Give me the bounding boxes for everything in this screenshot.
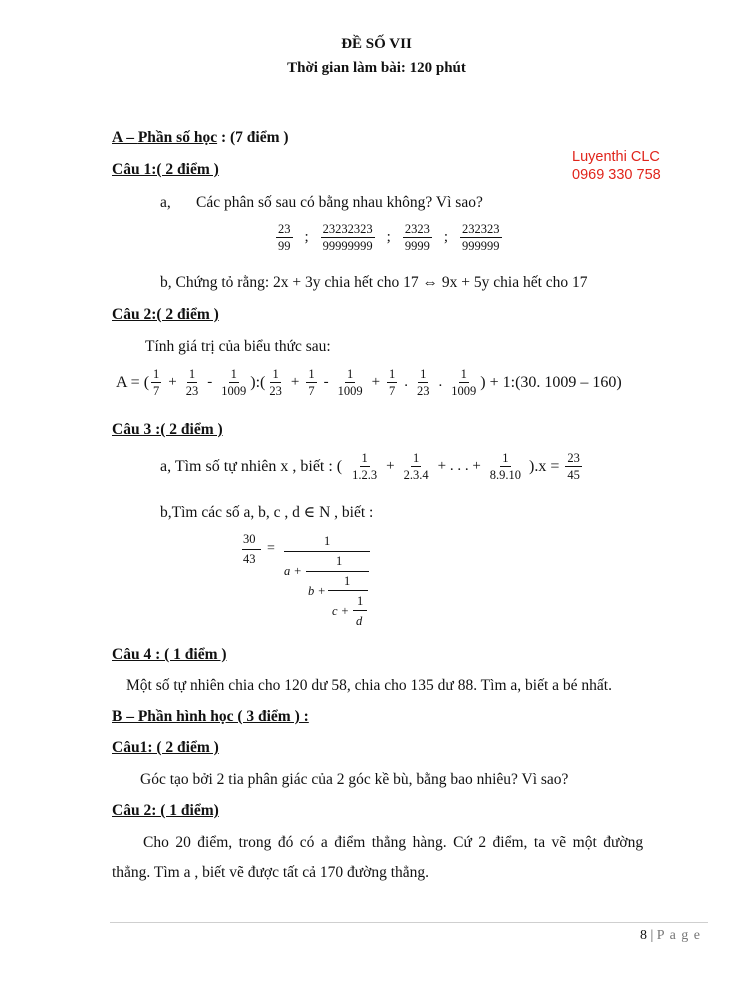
cf-num-3: 1 — [344, 574, 351, 588]
q1-a-text: Các phân số sau có bằng nhau không? Vì sao? — [196, 194, 483, 211]
cf-lhs-den: 43 — [243, 552, 256, 566]
op: . — [404, 374, 409, 390]
brand-block — [572, 148, 661, 184]
page-sep: | — [646, 928, 657, 943]
cf-lhs-bar — [242, 549, 261, 550]
cf-bar-4 — [353, 610, 367, 611]
q3-b-text: b,Tìm các số a, b, c , d ∈ N , biết : — [160, 504, 374, 521]
cf-eq: = — [267, 541, 275, 556]
fraction: $\frac{23}{45}$ — [567, 451, 580, 482]
cf-b: b + — [308, 584, 326, 598]
op: - — [323, 374, 329, 390]
separator: ; — [386, 229, 391, 245]
cf-bar-3 — [328, 590, 368, 591]
op: - — [207, 374, 213, 390]
op: + — [290, 374, 300, 390]
op: + — [371, 374, 381, 390]
q2-title: Câu 2:( 2 điểm ) — [112, 306, 219, 323]
b2-line2: thẳng. Tìm a , biết vẽ được tất cả 170 đường thẳng. — [112, 864, 430, 881]
fraction: $\frac{1}{7}$ — [389, 367, 396, 398]
page-subtitle: Thời gian làm bài: 120 phút — [287, 60, 466, 76]
fraction: $\frac{1}{23}$ — [417, 367, 430, 398]
cf-num-2: 1 — [336, 554, 343, 568]
fraction: $\frac{1}{7}$ — [153, 367, 160, 398]
cf-num-4: 1 — [357, 594, 364, 608]
cf-a: a + — [284, 564, 302, 578]
continued-fraction — [240, 530, 380, 630]
q1-title: Câu 1:( 2 điểm ) — [112, 161, 219, 178]
op-dots: + . . . + — [437, 458, 481, 474]
part-a-points: : (7 điểm ) — [217, 129, 289, 146]
page-number: 8 — [639, 928, 647, 943]
q4-title: Câu 4 : ( 1 điểm ) — [112, 646, 227, 663]
q3-a-text: a, Tìm số tự nhiên x , biết : ( — [160, 457, 343, 475]
q1-a-label: a, — [160, 194, 171, 211]
fraction: $\frac{2323}{9999}$ — [404, 222, 430, 253]
page-title: ĐỀ SỐ VII — [341, 36, 412, 52]
fraction: $\frac{1}{1009}$ — [337, 367, 363, 398]
q3-title: Câu 3 :( 2 điểm ) — [112, 421, 223, 438]
q4-text: Một số tự nhiên chia cho 120 dư 58, chia cho 135 dư 88. Tìm a, biết a bé nhất. — [126, 677, 612, 694]
fraction: $\frac{23}{99}$ — [278, 222, 291, 253]
op: . — [438, 374, 443, 390]
part-a-prefix: A – — [112, 129, 138, 146]
fraction: $\frac{1}{23}$ — [269, 367, 282, 398]
q1-a-line — [160, 194, 483, 212]
b2-title: Câu 2: ( 1 điểm) — [112, 802, 219, 819]
part-a-title: Phần số học — [137, 129, 218, 146]
b1-title: Câu1: ( 2 điểm ) — [112, 739, 219, 756]
cf-c: c + — [332, 604, 350, 618]
b1-text: Góc tạo bởi 2 tia phân giác của 2 góc kề bù, bằng bao nhiêu? Vì sao? — [140, 771, 569, 788]
fraction: $\frac{1}{23}$ — [185, 367, 199, 398]
page-footer — [640, 928, 701, 944]
footer-divider — [110, 922, 708, 923]
page-word: P a g e — [656, 928, 701, 943]
separator: ; — [304, 229, 309, 245]
q1-fractions — [274, 222, 504, 253]
cf-bar-1 — [284, 551, 370, 552]
op: + — [168, 374, 177, 390]
fraction: $\frac{232323}{999999}$ — [462, 222, 500, 253]
fraction: $\frac{1}{1009}$ — [451, 367, 477, 398]
q2-intro: Tính giá trị của biểu thức sau: — [145, 338, 331, 355]
expr-lhs: A = ( — [116, 373, 150, 391]
expr-tail: ) + 1:(30. 1009 – 160) — [480, 373, 622, 391]
fraction: $\frac{23232323}{99999999}$ — [322, 222, 373, 253]
part-a-heading — [112, 129, 289, 147]
q2-expression — [116, 367, 622, 398]
fraction: $\frac{1}{1.2.3}$ — [352, 451, 378, 482]
q3-a-line — [160, 451, 584, 482]
b2-line1: Cho 20 điểm, trong đó có a điểm thẳng hàng. Cứ 2 điểm, ta vẽ một đường — [143, 834, 644, 851]
q3-a-after: ).x = — [529, 457, 560, 475]
cf-bar-2 — [306, 571, 369, 572]
cf-lhs-num: 30 — [243, 532, 256, 546]
fraction: $\frac{1}{8.9.10}$ — [489, 451, 522, 482]
op: + — [386, 458, 395, 474]
expr-mid: ):( — [250, 373, 266, 391]
fraction: $\frac{1}{1009}$ — [221, 367, 247, 398]
cf-num-1: 1 — [324, 534, 331, 548]
q1-b-text: b, Chứng tỏ rằng: 2x + 3y chia hết cho 17 ⇔ 9x + 5y chia hết cho 17 — [160, 274, 588, 291]
part-b-heading: B – Phần hình học ( 3 điểm ) : — [112, 708, 309, 725]
fraction: $\frac{1}{7}$ — [308, 367, 315, 398]
brand-phone: 0969 330 758 — [572, 167, 661, 183]
separator: ; — [443, 229, 449, 245]
cf-d: d — [356, 614, 363, 628]
fraction: $\frac{1}{2.3.4}$ — [403, 451, 429, 482]
brand-name: Luyenthi CLC — [572, 149, 660, 165]
